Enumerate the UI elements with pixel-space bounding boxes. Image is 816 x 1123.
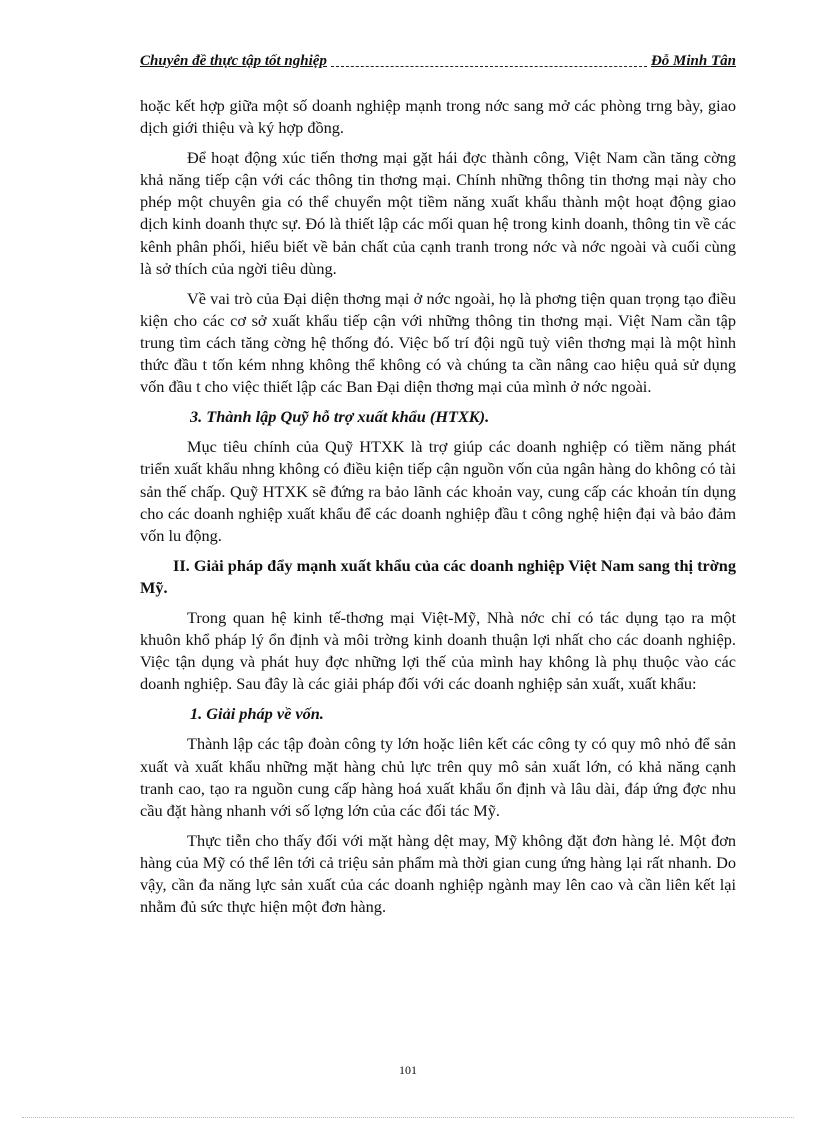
footer-divider	[22, 1117, 794, 1118]
body-text	[140, 95, 736, 926]
paragraph-corporate-groups: Thành lập các tập đoàn công ty lớn hoặc liên kết các công ty có quy mô nhỏ để sản xuất và xuất khẩu những mặt hàng chủ lực trên quy mô sản xuất lớn, có khả năng cạnh tranh cao, tạo ra nguồn cung cấp hàng hoá xuất khẩu ổn định và lâu dài, đáp ứng đợc nhu cầu đặt hàng nhanh với số lợng lớn của các đối tác Mỹ.	[140, 734, 736, 820]
header-author: Đỗ Minh Tân	[650, 53, 736, 69]
header-title: Chuyên đề thực tập tốt nghiệp	[140, 53, 327, 69]
paragraph-export-fund: Mục tiêu chính của Quỹ HTXK là trợ giúp các doanh nghiệp có tiềm năng phát triển xuất khẩu nhng không có điều kiện tiếp cận nguồn vốn của ngân hàng do không có tài sản thế chấp. Quỹ HTXK sẽ đứng ra bảo lãnh các khoản vay, cung cấp các khoản tín dụng cho các doanh nghiệp xuất khẩu để các doanh nghiệp đầu t công nghệ hiện đại và bảo đảm vốn lu động.	[140, 437, 736, 545]
heading-export-support-fund: 3. Thành lập Quỹ hỗ trợ xuất khẩu (HTXK).	[190, 407, 490, 427]
header-divider	[331, 65, 647, 67]
running-header	[140, 50, 736, 70]
paragraph-trade-representative: Về vai trò của Đại diện thơng mại ở nớc ngoài, họ là phơng tiện quan trọng tạo điều kiện cho các cơ sở xuất khẩu tiếp cận với những thông tin thơng mại. Việt Nam cần tập trung tìm cách tăng cờng hệ thống đó. Việc bố trí đội ngũ tuỳ viên thơng mại là một hình thức đầu t tốn kém nhng không thể không có và chúng ta cần nâng cao hiệu quả sử dụng vốn đầu t cho việc thiết lập các Ban Đại diện thơng mại của mình ở nớc ngoài.	[140, 288, 736, 397]
paragraph-textile-orders: Thực tiễn cho thấy đối với mặt hàng dệt may, Mỹ không đặt đơn hàng lẻ. Một đơn hàng của Mỹ có thể lên tới cả triệu sản phẩm mà thời gian cung ứng hàng lại rất nhanh. Do vậy, cần đa năng lực sản xuất của các doanh nghiệp ngành may lên cao và cần liên kết lại nhằm đủ sức thực hiện một đơn hàng.	[140, 830, 736, 917]
heading-capital-solution: 1. Giải pháp về vốn.	[190, 704, 324, 724]
paragraph-trade-promotion: Để hoạt động xúc tiến thơng mại gặt hái đợc thành công, Việt Nam cần tăng cờng khả năng tiếp cận với các thông tin thơng mại. Chính những thông tin thơng mại này cho phép một chuyên gia có thể chuyển một tiềm năng xuất khẩu thành một hoạt động giao dịch kinh doanh thực sự. Đó là thiết lập các mối quan hệ trong kinh doanh, thông tin về các kênh phân phối, hiểu biết về bản chất của cạnh tranh trong nớc và nớc ngoài và cuối cùng là sở thích của ngời tiêu dùng.	[140, 148, 736, 278]
heading-section-ii: II. Giải pháp đẩy mạnh xuất khẩu của các doanh nghiệp Việt Nam sang thị trờng Mỹ.	[140, 555, 736, 597]
page-number: 101	[399, 1063, 417, 1077]
paragraph-trade-relations: Trong quan hệ kinh tế-thơng mại Việt-Mỹ, Nhà nớc chỉ có tác dụng tạo ra một khuôn khổ pháp lý ổn định và môi trờng kinh doanh thuận lợi nhất cho các doanh nghiệp. Việc tận dụng và phát huy đợc những lợi thế của mình hay không là phụ thuộc vào các doanh nghiệp. Sau đây là các giải pháp đối với các doanh nghiệp sản xuất, xuất khẩu:	[140, 607, 736, 694]
paragraph-continuation: hoặc kết hợp giữa một số doanh nghiệp mạnh trong nớc sang mở các phòng trng bày, giao dịch giới thiệu và ký hợp đồng.	[140, 96, 736, 138]
